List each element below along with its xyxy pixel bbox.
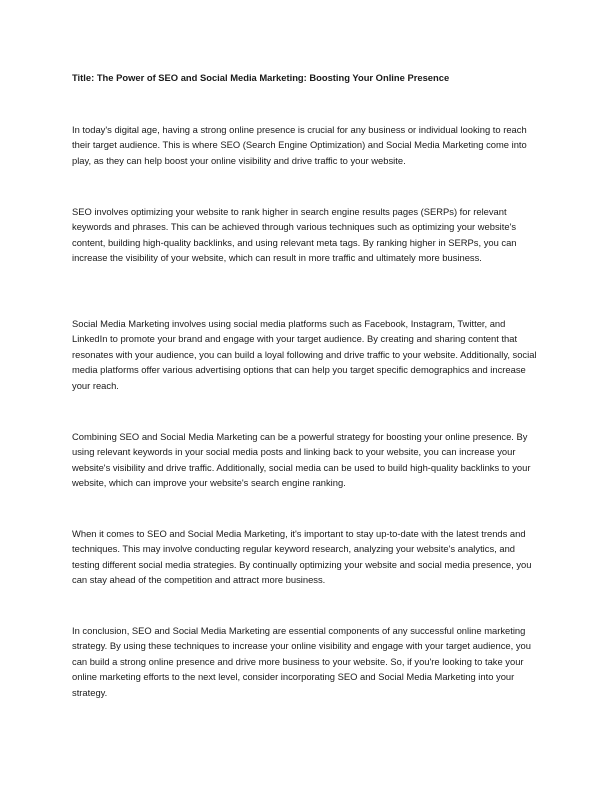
paragraph-social-media: Social Media Marketing involves using social media platforms such as Facebook, Instagram, Twitter, and LinkedIn to promote your brand and engage with your target audience. By creating and sharing content that resonates with your audience, you can build a loyal following and drive traffic to your website. Additionally, social media platforms offer various advertising options that can help you target specific demographics and increase your reach. <box>72 318 537 391</box>
paragraph-seo: SEO involves optimizing your website to rank higher in search engine results pages (SERPs) for relevant keywords and phrases. This can be achieved through various techniques such as optimizing your website's content, building high-quality backlinks, and using relevant meta tags. By ranking higher in SERPs, you can increase the visibility of your website, which can result in more traffic and ultimately more business. <box>72 206 517 264</box>
document-title: Title: The Power of SEO and Social Media Marketing: Boosting Your Online Presence <box>72 72 450 83</box>
paragraph-conclusion: In conclusion, SEO and Social Media Marketing are essential components of any successful online marketing strategy. By using these techniques to increase your online visibility and engage with your target audience, you can build a strong online presence and drive more business to your website. So, if you're looking to take your online marketing efforts to the next level, consider incorporating SEO and Social Media Marketing into your strategy. <box>72 625 531 698</box>
paragraph-combining: Combining SEO and Social Media Marketing can be a powerful strategy for boosting your online presence. By using relevant keywords in your social media posts and linking back to your website, you can increase your website's visibility and drive traffic. Additionally, social media can be used to build high-quality backlinks to your website, which can improve your website's search engine ranking. <box>72 431 531 489</box>
paragraph-intro: In today's digital age, having a strong online presence is crucial for any business or individual looking to reach their target audience. This is where SEO (Search Engine Optimization) and Social Media Marketing come into play, as they can help boost your online visibility and drive traffic to your website. <box>72 124 527 166</box>
paragraph-trends: When it comes to SEO and Social Media Marketing, it's important to stay up-to-date with the latest trends and techniques. This may involve conducting regular keyword research, analyzing your website's analytics, and testing different social media strategies. By continually optimizing your website and social media presence, you can stay ahead of the competition and attract more business. <box>72 528 532 586</box>
